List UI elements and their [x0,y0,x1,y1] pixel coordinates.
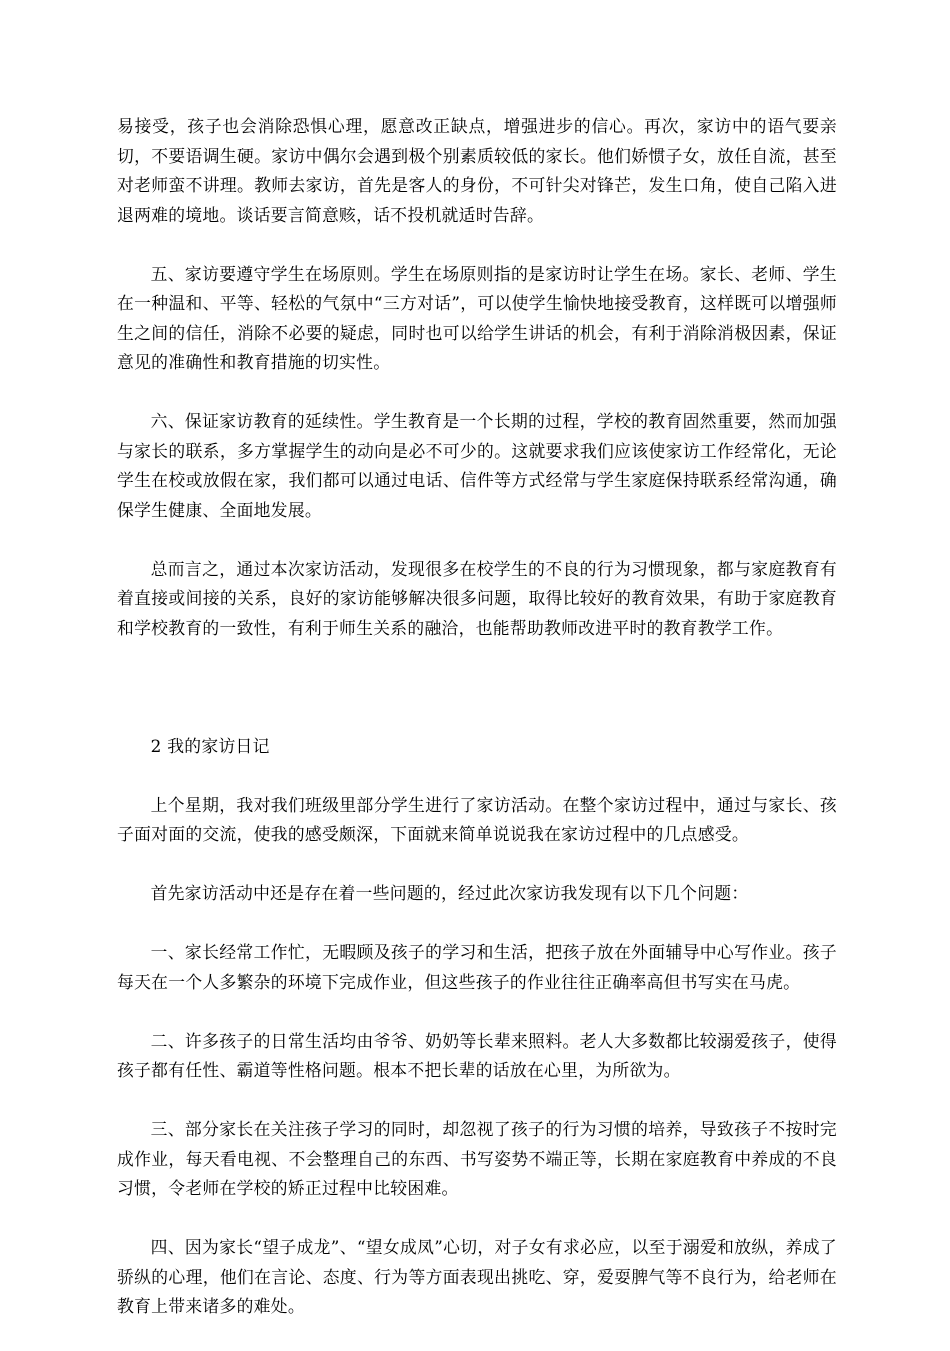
section-spacer [117,673,837,732]
section-heading: 2 我的家访日记 [150,735,270,756]
paragraph-point-five: 五、家访要遵守学生在场原则。学生在场原则指的是家访时让学生在场。家长、老师、学生在一种温和、平等、轻松的气氛中“三方对话”，可以使学生愉快地接受教育，这样既可以增强师生之间的信任，消除不必要的疑虑，同时也可以给学生讲话的机会，有利于消除消极因素，保证意见的准确性和教育措施的切实性。 [117,263,837,372]
paragraph-problem-four: 四、因为家长“望子成龙”、“望女成凤”心切，对子女有求必应，以至于溺爱和放纵，养成了骄纵的心理，他们在言论、态度、行为等方面表现出挑吃、穿，爱耍脾气等不良行为，给老师在教育上带来诸多的难处。 [117,1237,837,1316]
paragraph-conclusion: 总而言之，通过本次家访活动，发现很多在校学生的不良的行为习惯现象，都与家庭教育有着直接或间接的关系，良好的家访能够解决很多问题，取得比较好的教育效果，有助于家庭教育和学校教育的一致性，有利于师生关系的融洽，也能帮助教师改进平时的教育教学工作。 [117,558,837,638]
document-body [117,112,837,1351]
paragraph-intro: 上个星期，我对我们班级里部分学生进行了家访活动。在整个家访过程中，通过与家长、孩子面对面的交流，使我的感受颇深，下面就来简单说说我在家访过程中的几点感受。 [117,794,837,844]
paragraph-continuation: 易接受，孩子也会消除恐惧心理，愿意改正缺点，增强进步的信心。再次，家访中的语气要亲切，不要语调生硬。家访中偶尔会遇到极个别素质较低的家长。他们娇惯子女，放任自流，甚至对老师蛮不讲理。教师去家访，首先是客人的身份，不可针尖对锋芒，发生口角，使自己陷入进退两难的境地。谈话要言简意赅，话不投机就适时告辞。 [117,116,837,225]
paragraph-problem-two: 二、许多孩子的日常生活均由爷爷、奶奶等长辈来照料。老人大多数都比较溺爱孩子，使得孩子都有任性、霸道等性格问题。根本不把长辈的话放在心里，为所欲为。 [117,1030,837,1080]
paragraph-point-six: 六、保证家访教育的延续性。学生教育是一个长期的过程，学校的教育固然重要，然而加强与家长的联系，多方掌握学生的动向是必不可少的。这就要求我们应该使家访工作经常化，无论学生在校或放假在家，我们都可以通过电话、信件等方式经常与学生家庭保持联系经常沟通，确保学生健康、全面地发展。 [117,411,837,520]
paragraph-problem-one: 一、家长经常工作忙，无暇顾及孩子的学习和生活，把孩子放在外面辅导中心写作业。孩子每天在一个人多繁杂的环境下完成作业，但这些孩子的作业往往正确率高但书写实在马虎。 [117,942,837,992]
paragraph-problems-lead: 首先家访活动中还是存在着一些问题的，经过此次家访我发现有以下几个问题： [150,883,749,903]
paragraph-problem-three: 三、部分家长在关注孩子学习的同时，却忽视了孩子的行为习惯的培养，导致孩子不按时完成作业，每天看电视、不会整理自己的东西、书写姿势不端正等，长期在家庭教育中养成的不良习惯，令老师在学校的矫正过程中比较困难。 [117,1119,837,1198]
